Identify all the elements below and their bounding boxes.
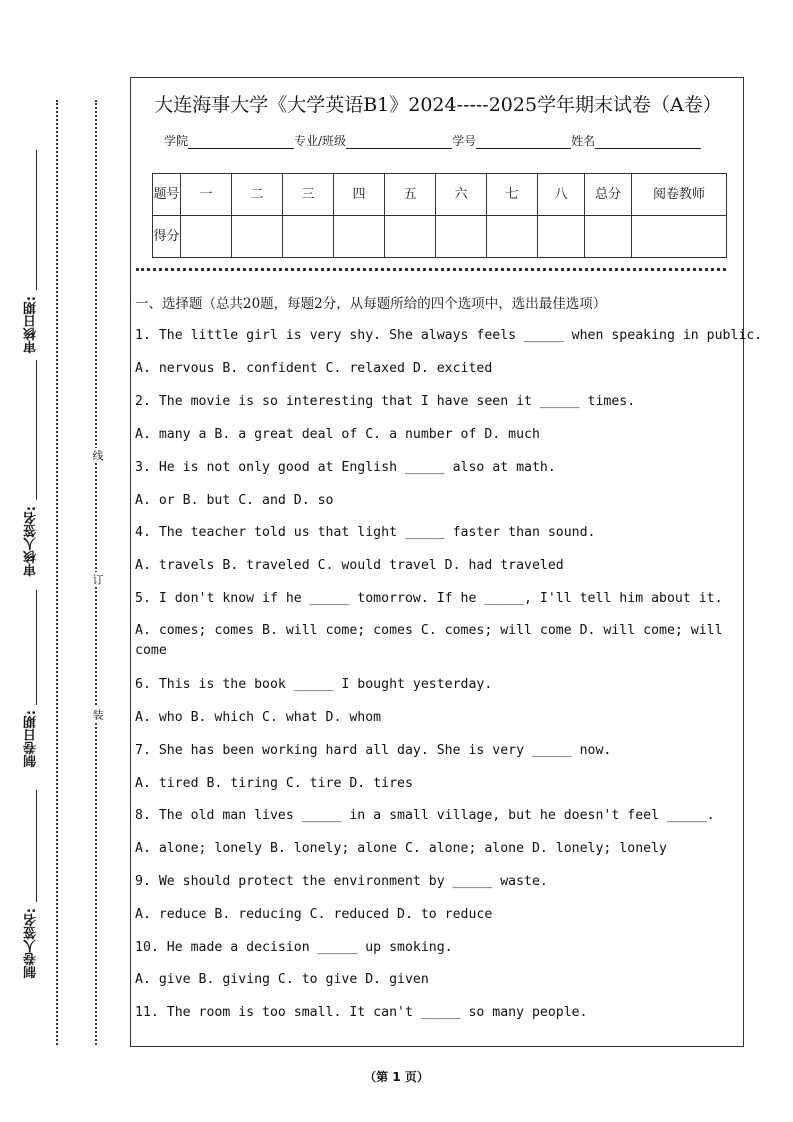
page-title: 大连海事大学《大学英语B1》2024-----2025学年期末试卷（A卷）	[154, 94, 722, 116]
options-4: A. travels B. traveled C. would travel D. had traveled	[135, 558, 564, 573]
score-cell-8[interactable]	[538, 216, 585, 258]
exam-date-label: 制卷日期:	[24, 710, 39, 768]
question-10: 10. He made a decision _____ up smoking.	[135, 940, 453, 955]
header-cell-3: 三	[283, 174, 334, 216]
question-4: 4. The teacher told us that light _____ faster than sound.	[135, 525, 596, 540]
score-table	[152, 173, 727, 258]
score-cell-1[interactable]	[181, 216, 232, 258]
student-info-row	[164, 132, 701, 149]
name-label: 姓名	[571, 134, 596, 148]
question-5: 5. I don't know if he _____ tomorrow. If he _____, I'll tell him about it.	[135, 591, 723, 606]
question-8: 8. The old man lives _____ in a small village, but he doesn't feel _____.	[135, 808, 715, 823]
binding-char-staple: 订	[91, 574, 104, 585]
reviewer-signature-line	[36, 360, 37, 500]
exam-frame	[130, 77, 763, 1047]
binding-char-line: 线	[91, 450, 104, 461]
name-field[interactable]	[595, 135, 701, 149]
binding-margin	[0, 0, 130, 1122]
options-5: A. comes; comes B. will come; comes C. comes; will come D. will come; will come	[135, 623, 723, 658]
exam-date-line	[36, 590, 37, 705]
options-9: A. reduce B. reducing C. reduced D. to reduce	[135, 907, 493, 922]
major-class-label: 专业/班级	[294, 134, 347, 148]
dotted-separator	[136, 268, 726, 271]
options-1: A. nervous B. confident C. relaxed D. excited	[135, 361, 493, 376]
page-number: （第 1 页）	[364, 1070, 429, 1084]
header-cell-4: 四	[334, 174, 385, 216]
question-1: 1. The little girl is very shy. She always feels _____ when speaking in public.	[135, 328, 763, 343]
header-cell-6: 六	[436, 174, 487, 216]
score-cell-grader[interactable]	[632, 216, 727, 258]
header-cell-2: 二	[232, 174, 283, 216]
score-row-label: 得分	[153, 216, 181, 258]
score-cell-5[interactable]	[385, 216, 436, 258]
header-cell-8: 八	[538, 174, 585, 216]
exam-maker-signature-label: 制卷人签名:	[24, 908, 39, 979]
score-cell-2[interactable]	[232, 216, 283, 258]
options-2: A. many a B. a great deal of C. a number of D. much	[135, 427, 540, 442]
question-9: 9. We should protect the environment by _____ waste.	[135, 874, 548, 889]
header-cell-grader: 阅卷教师	[632, 174, 727, 216]
options-6: A. who B. which C. what D. whom	[135, 710, 382, 725]
outer-dotted-line	[56, 100, 58, 1045]
review-date-line	[36, 150, 37, 290]
score-cell-4[interactable]	[334, 216, 385, 258]
question-11: 11. The room is too small. It can't _____ so many people.	[135, 1005, 588, 1020]
student-id-label: 学号	[452, 134, 477, 148]
student-id-field[interactable]	[476, 135, 571, 149]
header-cell-tihao: 题号	[153, 174, 181, 216]
score-cell-7[interactable]	[487, 216, 538, 258]
options-8: A. alone; lonely B. lonely; alone C. alone; alone D. lonely; lonely	[135, 841, 667, 856]
question-7: 7. She has been working hard all day. She is very _____ now.	[135, 743, 612, 758]
exam-maker-signature-line	[36, 790, 37, 902]
question-2: 2. The movie is so interesting that I have seen it _____ times.	[135, 394, 636, 409]
score-cell-6[interactable]	[436, 216, 487, 258]
options-3: A. or B. but C. and D. so	[135, 493, 334, 508]
college-label: 学院	[164, 134, 189, 148]
header-cell-7: 七	[487, 174, 538, 216]
score-cell-total[interactable]	[585, 216, 632, 258]
reviewer-signature-label: 审核人签名:	[24, 506, 39, 577]
question-6: 6. This is the book _____ I bought yesterday.	[135, 677, 493, 692]
score-table-header-row	[153, 174, 727, 216]
review-date-label: 审核日期:	[24, 296, 39, 354]
options-10: A. give B. giving C. to give D. given	[135, 972, 429, 987]
score-table-score-row	[153, 216, 727, 258]
header-cell-total: 总分	[585, 174, 632, 216]
question-3: 3. He is not only good at English _____ also at math.	[135, 460, 556, 475]
header-cell-5: 五	[385, 174, 436, 216]
college-field[interactable]	[188, 135, 294, 149]
score-cell-3[interactable]	[283, 216, 334, 258]
section-heading: 一、选择题（总共20题，每题2分，从每题所给的四个选项中，选出最佳选项）	[135, 296, 607, 312]
binding-char-bind: 装	[91, 709, 104, 720]
options-7: A. tired B. tiring C. tire D. tires	[135, 776, 413, 791]
header-cell-1: 一	[181, 174, 232, 216]
major-class-field[interactable]	[346, 135, 452, 149]
